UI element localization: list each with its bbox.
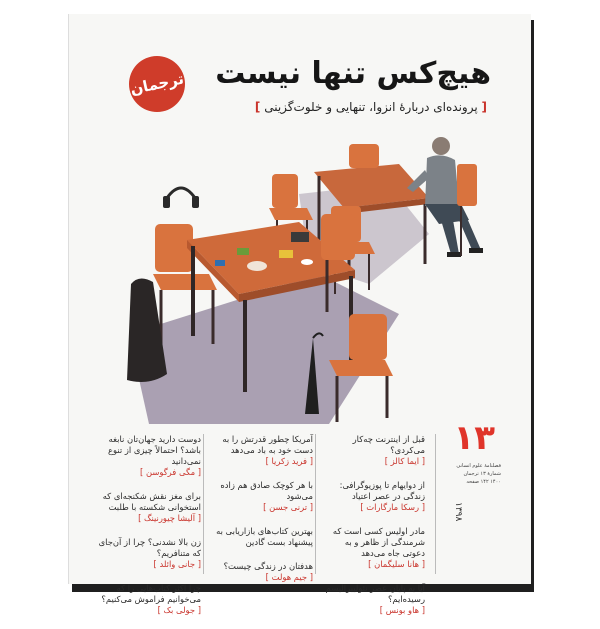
column-divider (435, 434, 436, 574)
subtitle-text: پرونده‌ای دربارهٔ انزوا، تنهایی و خلوت‌گزینی (264, 100, 478, 114)
issue-info-line: شمارهٔ ۱۳ ترجمان (463, 471, 501, 477)
magazine-cover (68, 14, 531, 615)
entry-title: مادر اولیس کسی است که شرمندگی از ظاهر و به دعوتی جاه می‌دهد (332, 526, 425, 558)
entry-title: آمریکا چطور قدرتش را به دست خود به باد می‌دهد (222, 434, 313, 455)
entry-author: [ فرید زکریا ] (209, 456, 313, 467)
contents-entry[interactable] (209, 526, 313, 548)
entry-author: [ جولی بک ] (97, 605, 201, 616)
entry-title: زن بالا نشدنی؟ چرا از آن‌جای که متنافریم؟ (98, 537, 201, 558)
cafe-illustration (69, 124, 531, 424)
contents-entry[interactable] (97, 537, 201, 570)
headphones-icon (163, 188, 199, 208)
entry-title: قبل از اینترنت چه‌کار می‌کردی؟ (352, 434, 425, 455)
entry-title: هدفتان در زندگی چیست؟ (223, 561, 313, 571)
entry-title: دوست دارید جهان‌تان نابغه باشد؟ احتمالاً چیزی از تنوع نمی‌دانید (107, 434, 201, 466)
phone (215, 260, 225, 266)
contents-entry[interactable] (321, 480, 425, 513)
bracket-right: ] (254, 100, 261, 114)
entry-author: [ آلیشا چیورنینگ ] (97, 513, 201, 524)
bracket-left: [ (481, 100, 487, 114)
issue-date: ۱۳۹۸ (453, 502, 463, 522)
contents-entry[interactable] (209, 480, 313, 513)
issue-info-line: ۱۴۰۰ ۱۴۲ صفحه (466, 479, 501, 485)
entry-title: با هر کوچک صادق هم زاده می‌شود (220, 480, 313, 501)
contents-entry[interactable] (97, 583, 201, 616)
entry-author: [ هانا سلیگمان ] (321, 559, 425, 570)
contents-entry[interactable] (321, 583, 425, 616)
magazine-logo: ترجمان (124, 51, 190, 117)
entry-title: آیا به پایان عصر نئولیبرالیسم رسیده‌ایم؟ (325, 583, 425, 604)
column-divider (315, 434, 316, 574)
issue-info-line: فصلنامهٔ علوم انسانی (456, 463, 501, 469)
entry-author: [ مگی فرگوسن ] (97, 467, 201, 478)
entry-author: [ ایما کالز ] (321, 456, 425, 467)
entry-author: [ هاو بونس ] (321, 605, 425, 616)
contents-entry[interactable] (97, 491, 201, 524)
cover-title: هیچ‌کس تنها نیست (215, 56, 491, 91)
entry-title: از دوایهام تا پوزیوگرافی: زندگی در عصر اعتیاد (339, 480, 425, 501)
entry-title: بهترین کتاب‌های بازاریابی به پیشنهاد بست گادین (216, 526, 313, 547)
contents-entry[interactable] (97, 434, 201, 478)
entry-author: [ ترنی جسن ] (209, 502, 313, 513)
plate (247, 261, 267, 271)
issue-info (437, 462, 501, 486)
contents-entry[interactable] (209, 434, 313, 467)
notebook (279, 250, 293, 258)
contents-entry[interactable] (209, 561, 313, 583)
entry-title: چرا اکثر کتاب‌هایی را که می‌خوانیم فراموش می‌کنیم؟ (101, 583, 201, 604)
contents-entry[interactable] (321, 434, 425, 467)
contents-column-1 (321, 434, 425, 629)
entry-title: برای مغز نقش شکنجه‌ای که استخوانی شکسته با طلبت (102, 491, 201, 512)
back-chair-top (349, 144, 379, 168)
entry-author: [ جیم هولت ] (209, 572, 313, 583)
cover-subtitle (255, 100, 487, 114)
entry-author: [ جانی وائلد ] (97, 559, 201, 570)
issue-number: ۱۳ (453, 418, 495, 458)
contents-entry[interactable] (321, 526, 425, 570)
cup (301, 259, 313, 265)
book (237, 248, 249, 255)
contents-column-2 (209, 434, 313, 596)
contents-column-3 (97, 434, 201, 629)
tablet (291, 232, 309, 242)
entry-author: [ رسکا مارگارات ] (321, 502, 425, 513)
column-divider (203, 434, 204, 574)
